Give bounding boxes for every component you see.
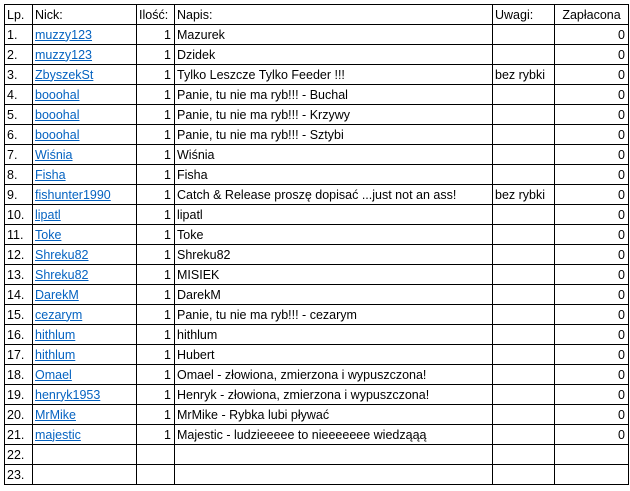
notes-cell [493, 285, 555, 305]
nick-cell [33, 145, 137, 165]
inscription-cell: Panie, tu nie ma ryb!!! - Buchal [175, 85, 493, 105]
row-number: 1. [5, 25, 33, 45]
quantity-cell: 1 [137, 105, 175, 125]
nick-link[interactable]: ZbyszekSt [35, 67, 94, 82]
quantity-cell: 1 [137, 185, 175, 205]
empty-cell [493, 465, 555, 485]
nick-cell [33, 225, 137, 245]
nick-cell [33, 85, 137, 105]
quantity-cell: 1 [137, 365, 175, 385]
header-nick: Nick: [33, 5, 137, 25]
paid-cell: 0 [555, 125, 629, 145]
quantity-cell: 1 [137, 25, 175, 45]
nick-link[interactable]: majestic [35, 427, 81, 442]
table-row [5, 45, 629, 65]
inscription-cell: MISIEK [175, 265, 493, 285]
nick-link[interactable]: Shreku82 [35, 267, 89, 282]
notes-cell [493, 365, 555, 385]
notes-cell [493, 125, 555, 145]
nick-link[interactable]: muzzy123 [35, 27, 92, 42]
notes-cell [493, 325, 555, 345]
header-napis: Napis: [175, 5, 493, 25]
table-row [5, 105, 629, 125]
quantity-cell: 1 [137, 145, 175, 165]
quantity-cell: 1 [137, 65, 175, 85]
header-lp: Lp. [5, 5, 33, 25]
paid-cell: 0 [555, 305, 629, 325]
nick-cell [33, 185, 137, 205]
notes-cell [493, 85, 555, 105]
inscription-cell: MrMike - Rybka lubi pływać [175, 405, 493, 425]
empty-cell [493, 445, 555, 465]
nick-link[interactable]: cezarym [35, 307, 83, 322]
empty-cell [33, 465, 137, 485]
paid-cell: 0 [555, 405, 629, 425]
notes-cell: bez rybki [493, 65, 555, 85]
table-row [5, 365, 629, 385]
row-number: 20. [5, 405, 33, 425]
nick-cell [33, 325, 137, 345]
notes-cell [493, 345, 555, 365]
table-row [5, 345, 629, 365]
table-row [5, 165, 629, 185]
nick-cell [33, 245, 137, 265]
paid-cell: 0 [555, 245, 629, 265]
row-number: 14. [5, 285, 33, 305]
empty-row [5, 465, 629, 485]
table-row [5, 85, 629, 105]
table-row [5, 265, 629, 285]
quantity-cell: 1 [137, 265, 175, 285]
paid-cell: 0 [555, 25, 629, 45]
nick-link[interactable]: DarekM [35, 287, 79, 302]
inscription-cell: Panie, tu nie ma ryb!!! - Sztybi [175, 125, 493, 145]
header-zaplacona: Zapłacona [555, 5, 629, 25]
empty-cell [137, 445, 175, 465]
table-body [5, 25, 629, 485]
paid-cell: 0 [555, 345, 629, 365]
empty-cell [175, 445, 493, 465]
inscription-cell: Catch & Release proszę dopisać ...just not an ass! [175, 185, 493, 205]
table-row [5, 385, 629, 405]
paid-cell: 0 [555, 85, 629, 105]
notes-cell [493, 25, 555, 45]
quantity-cell: 1 [137, 285, 175, 305]
paid-cell: 0 [555, 285, 629, 305]
paid-cell: 0 [555, 205, 629, 225]
paid-cell: 0 [555, 165, 629, 185]
quantity-cell: 1 [137, 125, 175, 145]
paid-cell: 0 [555, 365, 629, 385]
table-row [5, 65, 629, 85]
paid-cell: 0 [555, 45, 629, 65]
quantity-cell: 1 [137, 305, 175, 325]
nick-link[interactable]: hithlum [35, 347, 76, 362]
paid-cell: 0 [555, 185, 629, 205]
notes-cell [493, 425, 555, 445]
inscription-cell: hithlum [175, 325, 493, 345]
table-row [5, 185, 629, 205]
row-number: 2. [5, 45, 33, 65]
quantity-cell: 1 [137, 405, 175, 425]
inscription-cell: Shreku82 [175, 245, 493, 265]
nick-link[interactable]: lipatl [35, 207, 61, 222]
table-row [5, 25, 629, 45]
inscription-cell: DarekM [175, 285, 493, 305]
table-row [5, 305, 629, 325]
paid-cell: 0 [555, 385, 629, 405]
row-number: 12. [5, 245, 33, 265]
header-row [5, 5, 629, 25]
nick-cell [33, 365, 137, 385]
notes-cell [493, 405, 555, 425]
row-number: 5. [5, 105, 33, 125]
nick-link[interactable]: booohal [35, 87, 80, 102]
table-row [5, 425, 629, 445]
nick-link[interactable]: henryk1953 [35, 387, 101, 402]
notes-cell [493, 145, 555, 165]
nick-link[interactable]: booohal [35, 107, 80, 122]
table-row [5, 325, 629, 345]
quantity-cell: 1 [137, 85, 175, 105]
nick-cell [33, 205, 137, 225]
row-number: 10. [5, 205, 33, 225]
nick-link[interactable]: Fisha [35, 167, 66, 182]
nick-link[interactable]: Omael [35, 367, 72, 382]
paid-cell: 0 [555, 325, 629, 345]
quantity-cell: 1 [137, 225, 175, 245]
paid-cell: 0 [555, 65, 629, 85]
header-uwagi: Uwagi: [493, 5, 555, 25]
nick-cell [33, 105, 137, 125]
notes-cell [493, 105, 555, 125]
nick-cell [33, 345, 137, 365]
inscription-cell: Hubert [175, 345, 493, 365]
nick-cell [33, 45, 137, 65]
paid-cell: 0 [555, 425, 629, 445]
paid-cell: 0 [555, 265, 629, 285]
nick-link[interactable]: booohal [35, 127, 80, 142]
row-number: 11. [5, 225, 33, 245]
nick-link[interactable]: Wiśnia [35, 147, 73, 162]
notes-cell [493, 205, 555, 225]
notes-cell [493, 225, 555, 245]
inscription-cell: Wiśnia [175, 145, 493, 165]
row-number: 23. [5, 465, 33, 485]
quantity-cell: 1 [137, 345, 175, 365]
row-number: 21. [5, 425, 33, 445]
quantity-cell: 1 [137, 385, 175, 405]
quantity-cell: 1 [137, 325, 175, 345]
nick-cell [33, 125, 137, 145]
row-number: 22. [5, 445, 33, 465]
paid-cell: 0 [555, 145, 629, 165]
quantity-cell: 1 [137, 245, 175, 265]
table-row [5, 285, 629, 305]
quantity-cell: 1 [137, 45, 175, 65]
row-number: 15. [5, 305, 33, 325]
signup-table [4, 4, 629, 485]
notes-cell [493, 265, 555, 285]
row-number: 8. [5, 165, 33, 185]
nick-cell [33, 385, 137, 405]
quantity-cell: 1 [137, 205, 175, 225]
table-row [5, 245, 629, 265]
empty-cell [555, 445, 629, 465]
nick-link[interactable]: hithlum [35, 327, 76, 342]
notes-cell [493, 45, 555, 65]
row-number: 17. [5, 345, 33, 365]
notes-cell [493, 385, 555, 405]
header-ilosc: Ilość: [137, 5, 175, 25]
inscription-cell: Toke [175, 225, 493, 245]
row-number: 13. [5, 265, 33, 285]
table-row [5, 125, 629, 145]
row-number: 3. [5, 65, 33, 85]
nick-cell [33, 165, 137, 185]
paid-cell: 0 [555, 105, 629, 125]
nick-cell [33, 285, 137, 305]
inscription-cell: Henryk - złowiona, zmierzona i wypuszczona! [175, 385, 493, 405]
inscription-cell: Dzidek [175, 45, 493, 65]
empty-cell [175, 465, 493, 485]
nick-link[interactable]: fishunter1990 [35, 187, 111, 202]
table-row [5, 225, 629, 245]
row-number: 6. [5, 125, 33, 145]
row-number: 4. [5, 85, 33, 105]
inscription-cell: Fisha [175, 165, 493, 185]
inscription-cell: Panie, tu nie ma ryb!!! - Krzywy [175, 105, 493, 125]
table-row [5, 405, 629, 425]
inscription-cell: lipatl [175, 205, 493, 225]
nick-link[interactable]: Shreku82 [35, 247, 89, 262]
nick-link[interactable]: MrMike [35, 407, 76, 422]
table-row [5, 145, 629, 165]
inscription-cell: Omael - złowiona, zmierzona i wypuszczona! [175, 365, 493, 385]
row-number: 19. [5, 385, 33, 405]
notes-cell: bez rybki [493, 185, 555, 205]
inscription-cell: Majestic - ludzieeeee to nieeeeeee wiedząąą [175, 425, 493, 445]
inscription-cell: Tylko Leszcze Tylko Feeder !!! [175, 65, 493, 85]
row-number: 16. [5, 325, 33, 345]
nick-cell [33, 265, 137, 285]
empty-cell [555, 465, 629, 485]
quantity-cell: 1 [137, 425, 175, 445]
inscription-cell: Panie, tu nie ma ryb!!! - cezarym [175, 305, 493, 325]
empty-cell [33, 445, 137, 465]
nick-link[interactable]: Toke [35, 227, 62, 242]
nick-cell [33, 65, 137, 85]
paid-cell: 0 [555, 225, 629, 245]
quantity-cell: 1 [137, 165, 175, 185]
row-number: 18. [5, 365, 33, 385]
row-number: 7. [5, 145, 33, 165]
empty-row [5, 445, 629, 465]
notes-cell [493, 245, 555, 265]
notes-cell [493, 305, 555, 325]
inscription-cell: Mazurek [175, 25, 493, 45]
nick-cell [33, 425, 137, 445]
table-row [5, 205, 629, 225]
nick-link[interactable]: muzzy123 [35, 47, 92, 62]
nick-cell [33, 25, 137, 45]
row-number: 9. [5, 185, 33, 205]
nick-cell [33, 405, 137, 425]
nick-cell [33, 305, 137, 325]
empty-cell [137, 465, 175, 485]
notes-cell [493, 165, 555, 185]
